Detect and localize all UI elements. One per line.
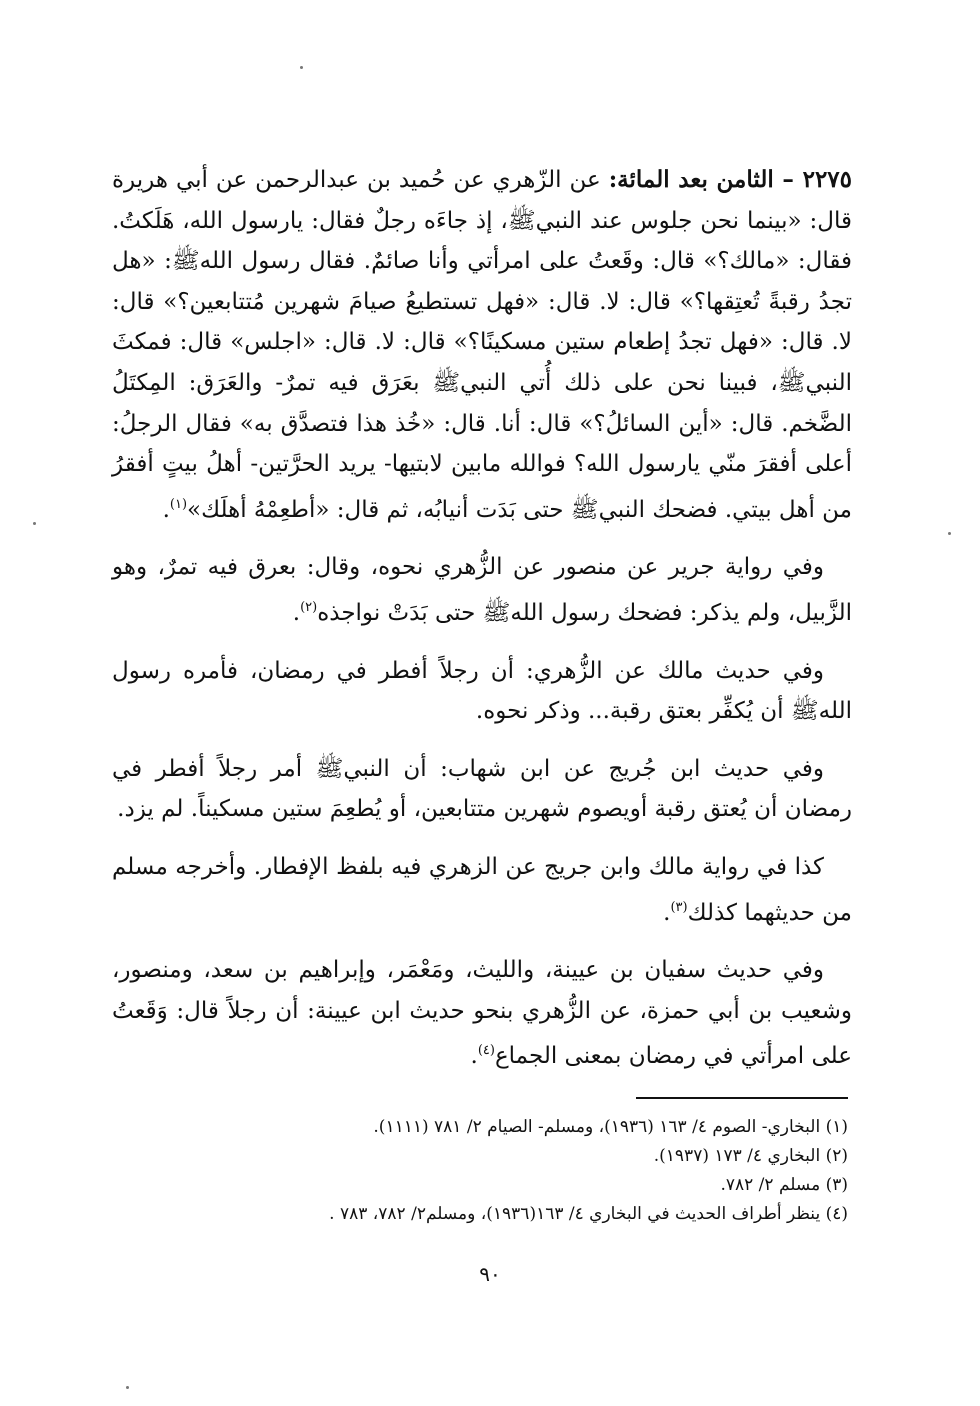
hadith-heading: ٢٢٧٥ – الثامن بعد المائة: [608,166,853,193]
main-text [112,160,852,1094]
paragraph-text: عن الزّهري عن حُميد بن عبدالرحمن عن أبي هريرة قال: «بينما نحن جلوس عند النبيﷺ، إذ جاءَه رجلٌ فقال: يارسول الله، هَلَكتُ. فقال: «مالك؟» قال: وقَعتُ على امرأتي وأنا صائمٌ. فقال رسول اللهﷺ: «هل تجدُ رقبةً تُعتِقها؟» قال: لا. قال: «فهل تستطيعُ صيامَ شهرين مُتتابعين؟» قال: لا. قال: «فهل تجدُ إطعام ستين مسكينًا؟» قال: لا. قال: «اجلس» قال: فمكثَ النبيﷺ، فبينا نحن على ذلك أُتي النبيﷺ بعَرَق فيه تمرٌ- والعَرَق: المِكتَلُ الضَّخم. قال: «أين السائلُ؟» قال: أنا. قال: «خُذ هذا فتصدَّق به» فقال الرجلُ: أعلى أفقرَ منّي يارسول الله؟ فوالله مابين لابتيها- يريد الحرَّتين- أهلُ بيتٍ أفقرُ من أهل بيتي. فضحك النبيﷺ حتى بَدَت أنيابُه، ثم قال: «أطعِمْهُ أهلَك» [112,167,852,523]
scan-speck [126,1386,129,1389]
paragraph-end: . [663,899,671,926]
footnote-ref: (١) [169,496,188,512]
footnote-3: (٣) مسلم ٢/ ٧٨٢. [720,1175,848,1195]
paragraph-text: وفي حديث ابن جُريج عن ابن شهاب: أن النبيﷺ أمر رجلاً أفطر في رمضان أن يُعتق رقبة أويصوم شهرين متتابعين، أو يُطعِمَ ستين مسكيناً. لم يزد. [112,755,852,823]
paragraph-end: . [470,1043,478,1070]
footnote-divider [636,1097,848,1099]
footnotes [108,1113,848,1229]
paragraph-sufyan [112,950,852,1077]
paragraph-malik [112,651,852,732]
paragraph-end: . [162,496,170,523]
page-number: ٩٠ [479,1262,501,1286]
footnote-1: (١) البخاري- الصوم ٤/ ١٦٣ (١٩٣٦)، ومسلم- الصيام ٢/ ٧٨١ (١١١١). [373,1117,848,1137]
paragraph-text: وفي حديث سفيان بن عيينة، والليث، ومَعْمَر، وإبراهيم بن سعد، ومنصور، وشعيب بن أبي حمزة، عن الزُّهري بنحو حديث ابن عيينة: أن رجلاً قال: وَقَعتُ على امرأتي في رمضان بمعنى الجماع [112,957,852,1070]
scan-speck [33,522,36,525]
paragraph-text: وفي حديث مالك عن الزُّهري: أن رجلاً أفطر في رمضان، فأمره رسول اللهﷺ أن يُكفِّر بعتق رقبة... وذكر نحوه. [112,657,852,725]
scan-speck [300,66,303,69]
paragraph-text: كذا في رواية مالك وابن جريج عن الزهري فيه بلفظ الإفطار. وأخرجه مسلم من حديثهما كذلك [112,853,852,926]
scan-speck [948,532,951,535]
footnote-4: (٤) ينظر أطراف الحديث في البخاري ٤/ ١٦٣(١٩٣٦)، ومسلم٢/ ٧٨٢، ٧٨٣ . [329,1204,848,1224]
paragraph-jarir [112,547,852,633]
paragraph-text: وفي رواية جرير عن منصور عن الزُّهري نحوه، وقال: بعرق فيه تمرٌ، وهو الزَّبيل، ولم يذكر: فضحك رسول اللهﷺ حتى بَدَتْ نواجذه [112,554,852,626]
paragraph-muslim [112,847,852,933]
footnote-ref: (٢) [300,599,318,615]
footnote-2: (٢) البخاري ٤/ ١٧٣ (١٩٣٧). [653,1146,848,1166]
paragraph-end: . [292,599,301,626]
paragraph-ibn-jurayj [112,749,852,830]
footnote-ref: (٤) [477,1043,495,1059]
paragraph-hadith-2275 [112,160,852,530]
footnote-ref: (٣) [670,899,688,915]
